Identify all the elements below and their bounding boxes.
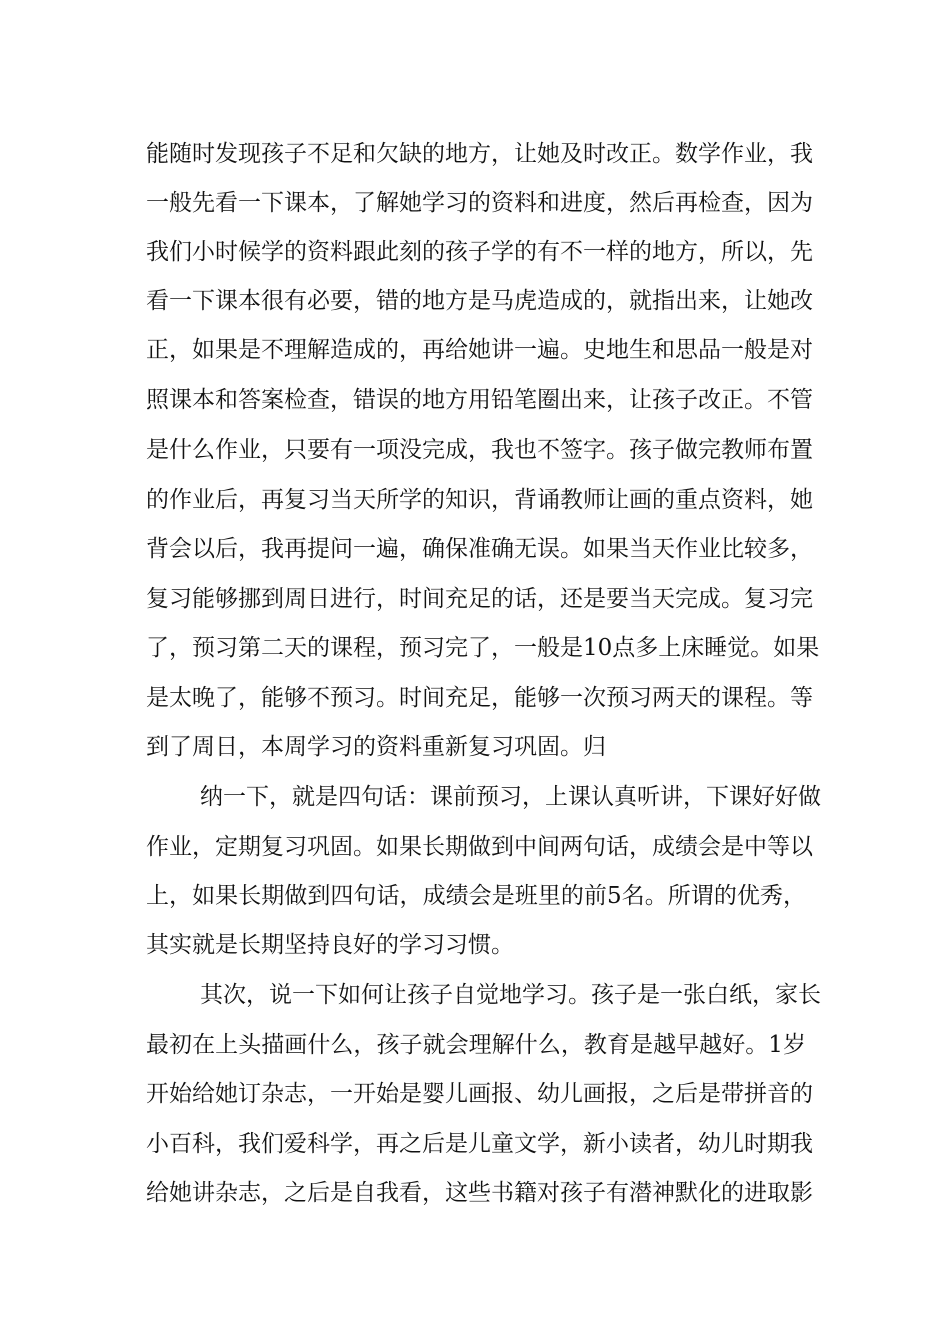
paragraph-1-line-5: 正，如果是不理解造成的，再给她讲一遍。史地生和思品一般是对: [146, 337, 813, 363]
paragraph-1-line-1: 能随时发现孩子不足和欠缺的地方，让她及时改正。数学作业，我: [146, 141, 813, 167]
paragraph-1-line-12: 是太晚了，能够不预习。时间充足，能够一次预习两天的课程。等: [146, 685, 813, 711]
paragraph-1-line-9: 背会以后，我再提问一遍，确保准确无误。如果当天作业比较多，: [146, 536, 813, 562]
paragraph-1-line-10: 复习能够挪到周日进行，时间充足的话，还是要当天完成。复习完: [146, 586, 813, 612]
paragraph-3-line-5: 给她讲杂志，之后是自我看，这些书籍对孩子有潜神默化的进取影: [146, 1180, 813, 1206]
paragraph-1-line-4: 看一下课本很有必要，错的地方是马虎造成的，就指出来，让她改: [146, 288, 813, 314]
paragraph-1-line-6: 照课本和答案检查，错误的地方用铅笔圈出来，让孩子改正。不管: [146, 387, 813, 413]
paragraph-1-line-3: 我们小时候学的资料跟此刻的孩子学的有不一样的地方，所以，先: [146, 239, 813, 265]
paragraph-3-line-4: 小百科，我们爱科学，再之后是儿童文学，新小读者，幼儿时期我: [146, 1131, 813, 1157]
paragraph-3-line-2: 最初在上头描画什么，孩子就会理解什么，教育是越早越好。1岁: [146, 1032, 806, 1058]
paragraph-2-line-2: 作业，定期复习巩固。如果长期做到中间两句话，成绩会是中等以: [146, 834, 813, 860]
paragraph-1-line-8: 的作业后，再复习当天所学的知识，背诵教师让画的重点资料，她: [146, 487, 813, 513]
paragraph-1-line-13: 到了周日，本周学习的资料重新复习巩固。归: [146, 734, 606, 760]
paragraph-1-line-11: 了，预习第二天的课程，预习完了，一般是10点多上床睡觉。如果: [146, 635, 820, 661]
paragraph-1-line-7: 是什么作业，只要有一项没完成，我也不签字。孩子做完教师布置: [146, 437, 813, 463]
paragraph-2-line-4: 其实就是长期坚持良好的学习习惯。: [146, 932, 514, 958]
paragraph-3-line-1: 其次，说一下如何让孩子自觉地学习。孩子是一张白纸，家长: [200, 982, 821, 1008]
paragraph-3-line-3: 开始给她订杂志，一开始是婴儿画报、幼儿画报，之后是带拼音的: [146, 1081, 813, 1107]
paragraph-2-line-1: 纳一下，就是四句话：课前预习，上课认真听讲，下课好好做: [200, 784, 821, 810]
paragraph-1-line-2: 一般先看一下课本，了解她学习的资料和进度，然后再检查，因为: [146, 190, 813, 216]
paragraph-2-line-3: 上，如果长期做到四句话，成绩会是班里的前5名。所谓的优秀，: [146, 883, 806, 909]
